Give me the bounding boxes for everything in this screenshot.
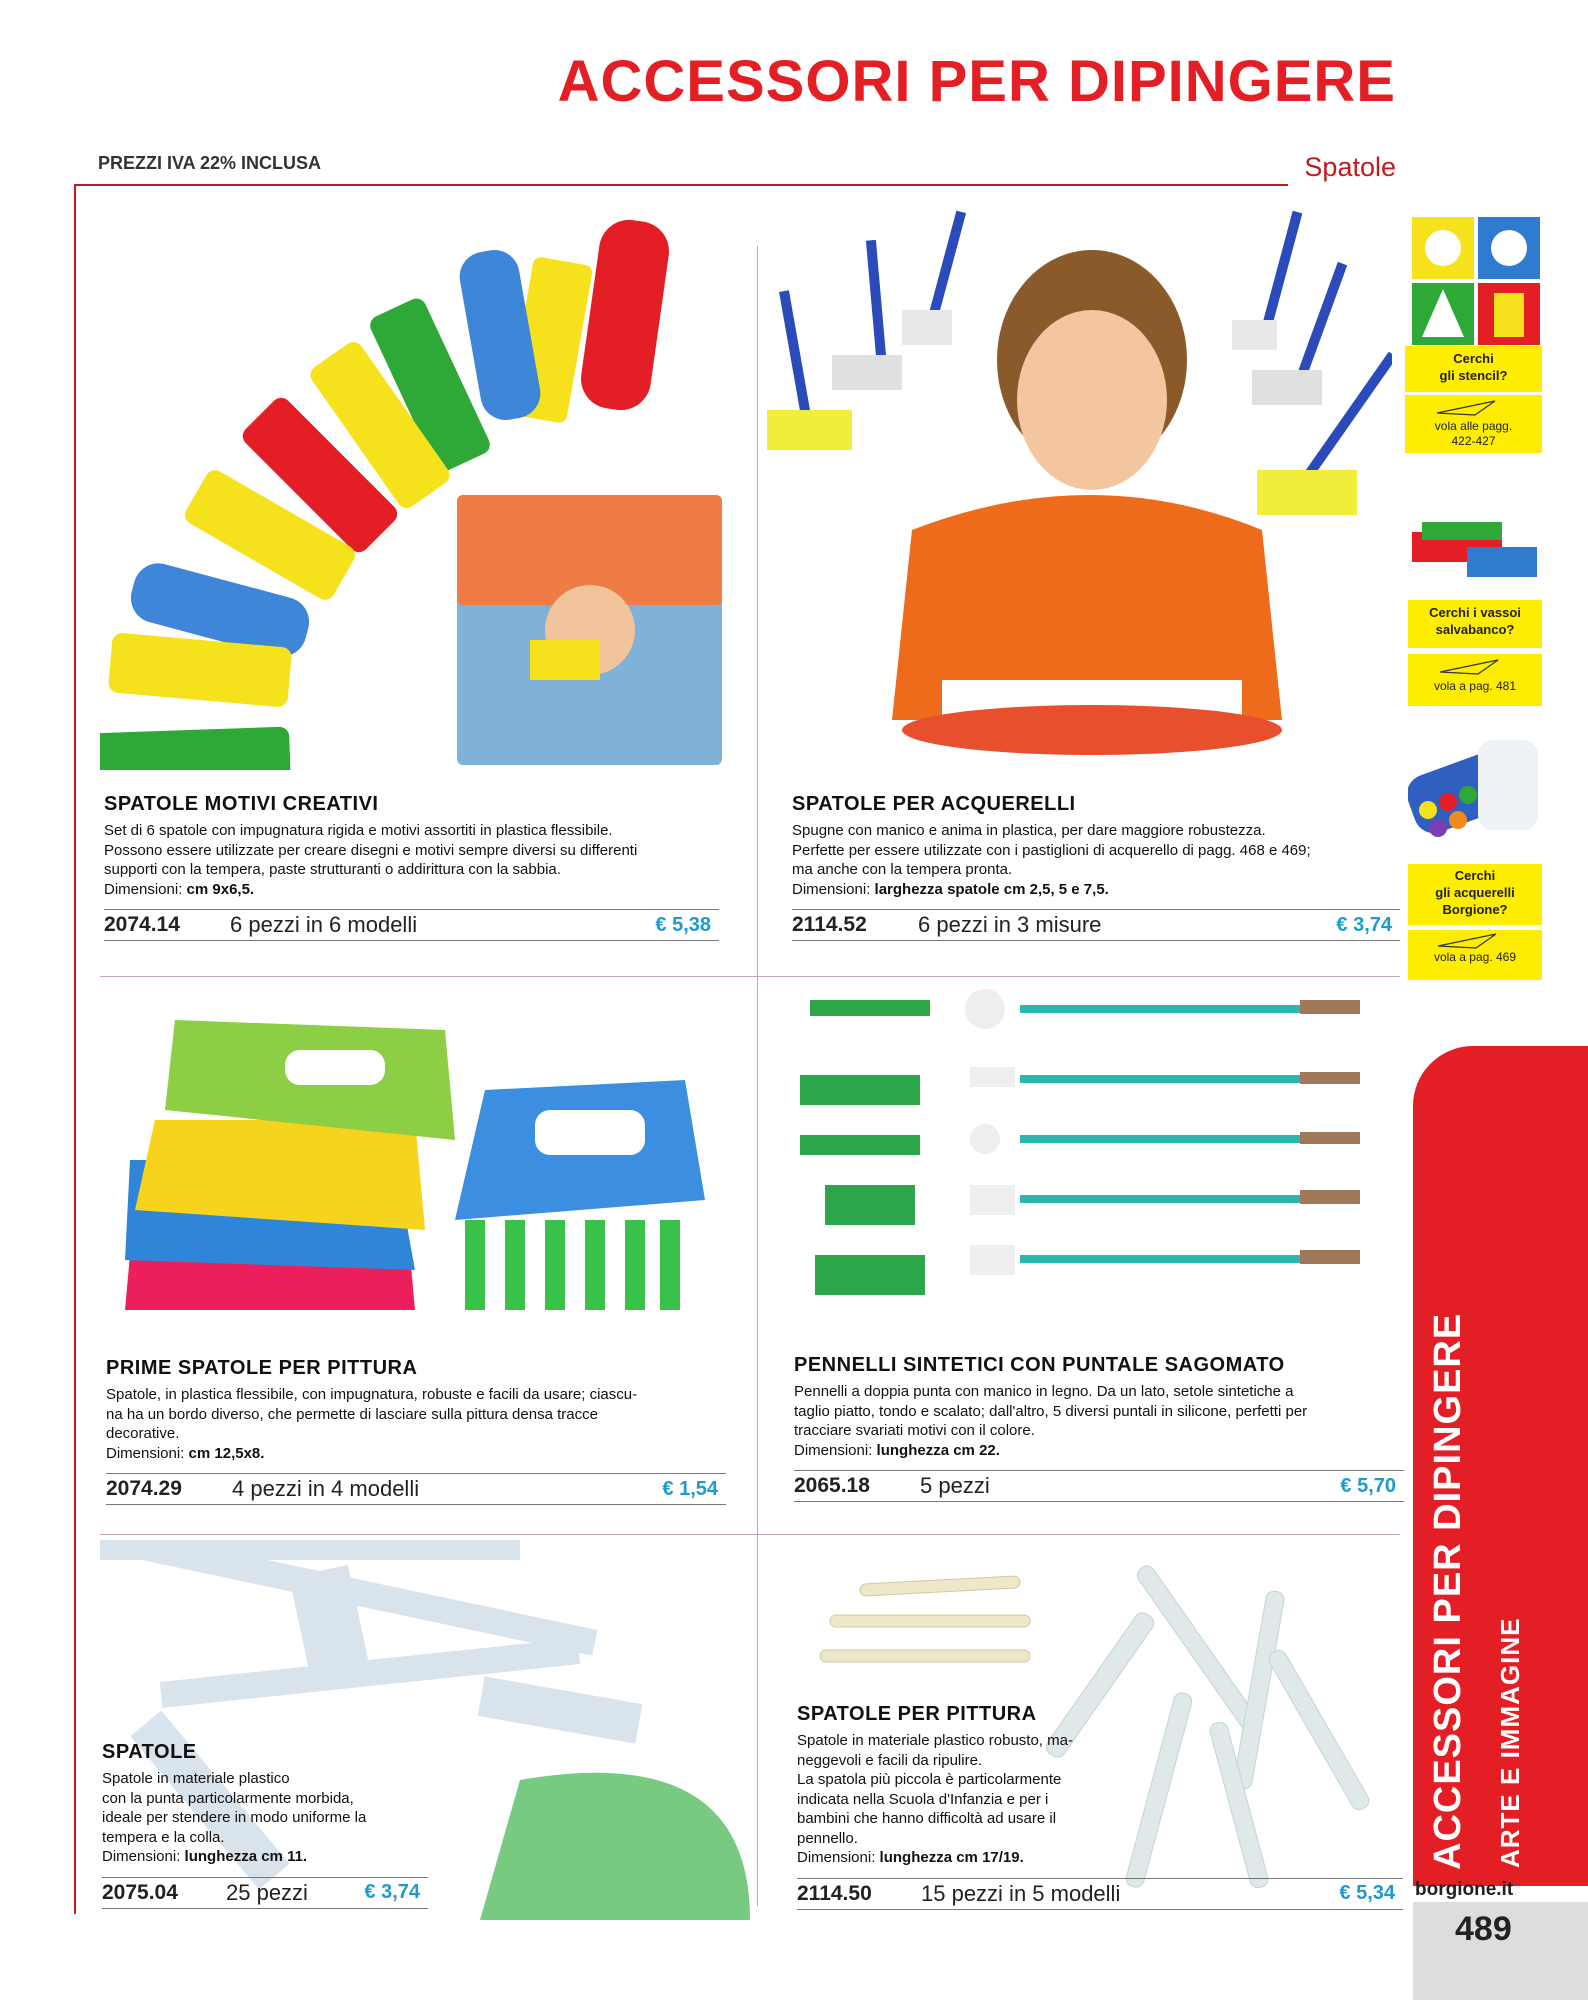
product-quantity: 6 pezzi in 6 modelli	[230, 912, 418, 937]
spatole-acquerelli-image	[762, 200, 1392, 770]
product-quantity: 25 pezzi	[226, 1879, 308, 1905]
brushes	[965, 989, 1360, 1275]
product-code: 2065.18	[794, 1474, 870, 1497]
chapter-tab-title: ACCESSORI PER DIPINGERE	[1427, 1312, 1469, 1870]
product-name: PRIME SPATOLE PER PITTURA	[106, 1357, 418, 1379]
pennelli-image	[770, 985, 1390, 1335]
stencil-ref[interactable]: vola alle pagg. 422-427	[1405, 395, 1542, 453]
product-name: SPATOLE MOTIVI CREATIVI	[104, 793, 379, 815]
vassoi-thumbnail	[1412, 522, 1542, 582]
center-divider	[757, 246, 758, 1906]
product-order-line	[104, 909, 719, 941]
product-dimensions: Dimensioni: lunghezza cm 17/19.	[797, 1849, 1024, 1866]
product-price: € 5,70	[1340, 1474, 1396, 1497]
section-title: Spatole	[1304, 152, 1396, 182]
row-divider-1	[100, 976, 1400, 977]
sponge-tools-right	[1232, 211, 1392, 515]
paint-marks	[800, 1000, 930, 1295]
stencil-thumbnail	[1412, 217, 1542, 347]
product-description: Set di 6 spatole con impugnatura rigida e motivi assortiti in plastica flessibile. Possono essere utilizzate per creare disegni e motivi sempre diversi su differenti supporti con la tempera, paste strutturanti o addirittura con la sabbia. Dimensioni: cm 9x6,5.	[104, 821, 719, 899]
product-dimensions: Dimensioni: cm 12,5x8.	[106, 1444, 265, 1462]
page-title: ACCESSORI PER DIPINGERE	[557, 49, 1396, 114]
product-code: 2074.29	[106, 1477, 182, 1500]
product-spatole-pittura	[797, 1703, 1403, 1910]
vassoi-note[interactable]: Cerchi i vassoi salvabanco?	[1408, 600, 1542, 648]
product-name: SPATOLE PER ACQUERELLI	[792, 793, 1076, 815]
product-code: 2114.50	[797, 1881, 872, 1905]
product-code: 2075.04	[102, 1880, 178, 1904]
spatole-motivi-image	[100, 200, 740, 770]
product-quantity: 4 pezzi in 4 modelli	[232, 1476, 420, 1501]
product-quantity: 6 pezzi in 3 misure	[918, 912, 1102, 937]
product-dimensions: Dimensioni: lunghezza cm 22.	[794, 1441, 1000, 1459]
product-pennelli-sintetici	[794, 1354, 1404, 1502]
acquerelli-note[interactable]: Cerchi gli acquerelli Borgione?	[1408, 864, 1542, 925]
product-code: 2074.14	[104, 913, 180, 936]
product-price: € 3,74	[364, 1881, 420, 1903]
product-name: SPATOLE	[102, 1741, 197, 1763]
product-order-line	[102, 1877, 428, 1909]
product-price: € 1,54	[662, 1477, 718, 1500]
prices-note: PREZZI IVA 22% INCLUSA	[98, 153, 322, 173]
paper-plane-icon	[1438, 656, 1508, 676]
product-price: € 5,38	[655, 913, 711, 936]
product-quantity: 15 pezzi in 5 modelli	[921, 1880, 1121, 1906]
usage-photo	[457, 495, 722, 765]
product-order-line	[106, 1473, 726, 1505]
header-rule	[74, 184, 1288, 186]
product-dimensions: Dimensioni: larghezza spatole cm 2,5, 5 e 7,5.	[792, 880, 1109, 898]
product-description: Spatole in materiale plastico robusto, ma- neggevoli e facili da ripulire. La spatola più piccola è particolarmente indicata nella Scuola d'Infanzia e per i bambini che hanno difficoltà ad usare il pennello. Dimensioni: lunghezza cm 17/19.	[797, 1731, 1125, 1868]
left-rule	[74, 184, 76, 1914]
product-spatole	[102, 1741, 428, 1909]
product-description: Spugne con manico e anima in plastica, per dare maggiore robustezza. Perfette per essere utilizzate con i pastiglioni di acquerello di pagg. 468 e 469; ma anche con la tempera pronta. Dimensioni: larghezza spatole cm 2,5, 5 e 7,5.	[792, 821, 1400, 899]
product-dimensions: Dimensioni: cm 9x6,5.	[104, 880, 255, 898]
product-order-line	[792, 909, 1400, 941]
row-divider-2	[100, 1534, 1400, 1535]
product-price: € 5,34	[1339, 1882, 1395, 1904]
prime-spatole-image	[115, 1000, 735, 1330]
product-order-line	[794, 1470, 1404, 1502]
product-dimensions: Dimensioni: lunghezza cm 11.	[102, 1848, 308, 1865]
chapter-tab-subtitle: ARTE E IMMAGINE	[1495, 1617, 1525, 1868]
product-spatole-acquerelli	[792, 793, 1400, 941]
paper-plane-icon	[1435, 397, 1505, 417]
paper-plane-icon	[1436, 930, 1506, 950]
product-price: € 3,74	[1336, 913, 1392, 936]
sponge-tools-left	[767, 211, 966, 450]
product-order-line	[797, 1878, 1403, 1910]
product-name: SPATOLE PER PITTURA	[797, 1703, 1037, 1725]
product-spatole-motivi-creativi	[104, 793, 719, 941]
product-name: PENNELLI SINTETICI CON PUNTALE SAGOMATO	[794, 1354, 1285, 1376]
stencil-note[interactable]: Cerchi gli stencil?	[1405, 346, 1542, 392]
acquerelli-thumbnail	[1408, 740, 1548, 860]
vassoi-ref[interactable]: vola a pag. 481	[1408, 654, 1542, 706]
page-number: 489	[1455, 1910, 1512, 1948]
spatola-green-2	[100, 727, 291, 770]
product-description: Spatole in materiale plastico con la punta particolarmente morbida, ideale per stendere in modo uniforme la tempera e la colla. Dimensioni: lunghezza cm 11.	[102, 1769, 428, 1867]
product-prime-spatole	[106, 1357, 726, 1505]
product-code: 2114.52	[792, 913, 867, 936]
acquerelli-ref[interactable]: vola a pag. 469	[1408, 930, 1542, 980]
product-quantity: 5 pezzi	[920, 1473, 990, 1498]
product-description: Spatole, in plastica flessibile, con impugnatura, robuste e facili da usare; ciascu- na ha un bordo diverso, che permette di lasciare sulla pittura densa tracce decorative. Dimensioni: cm 12,5x8.	[106, 1385, 726, 1463]
product-description: Pennelli a doppia punta con manico in legno. Da un lato, setole sintetiche a taglio piatto, tondo e scalato; dall'altro, 5 diversi puntali in silicone, perfetti per tracciare svariati motivi con il colore. Dimensioni: lunghezza cm 22.	[794, 1382, 1404, 1460]
spatola-red-1	[577, 216, 673, 414]
site-url[interactable]: borgione.it	[1415, 1879, 1514, 1900]
